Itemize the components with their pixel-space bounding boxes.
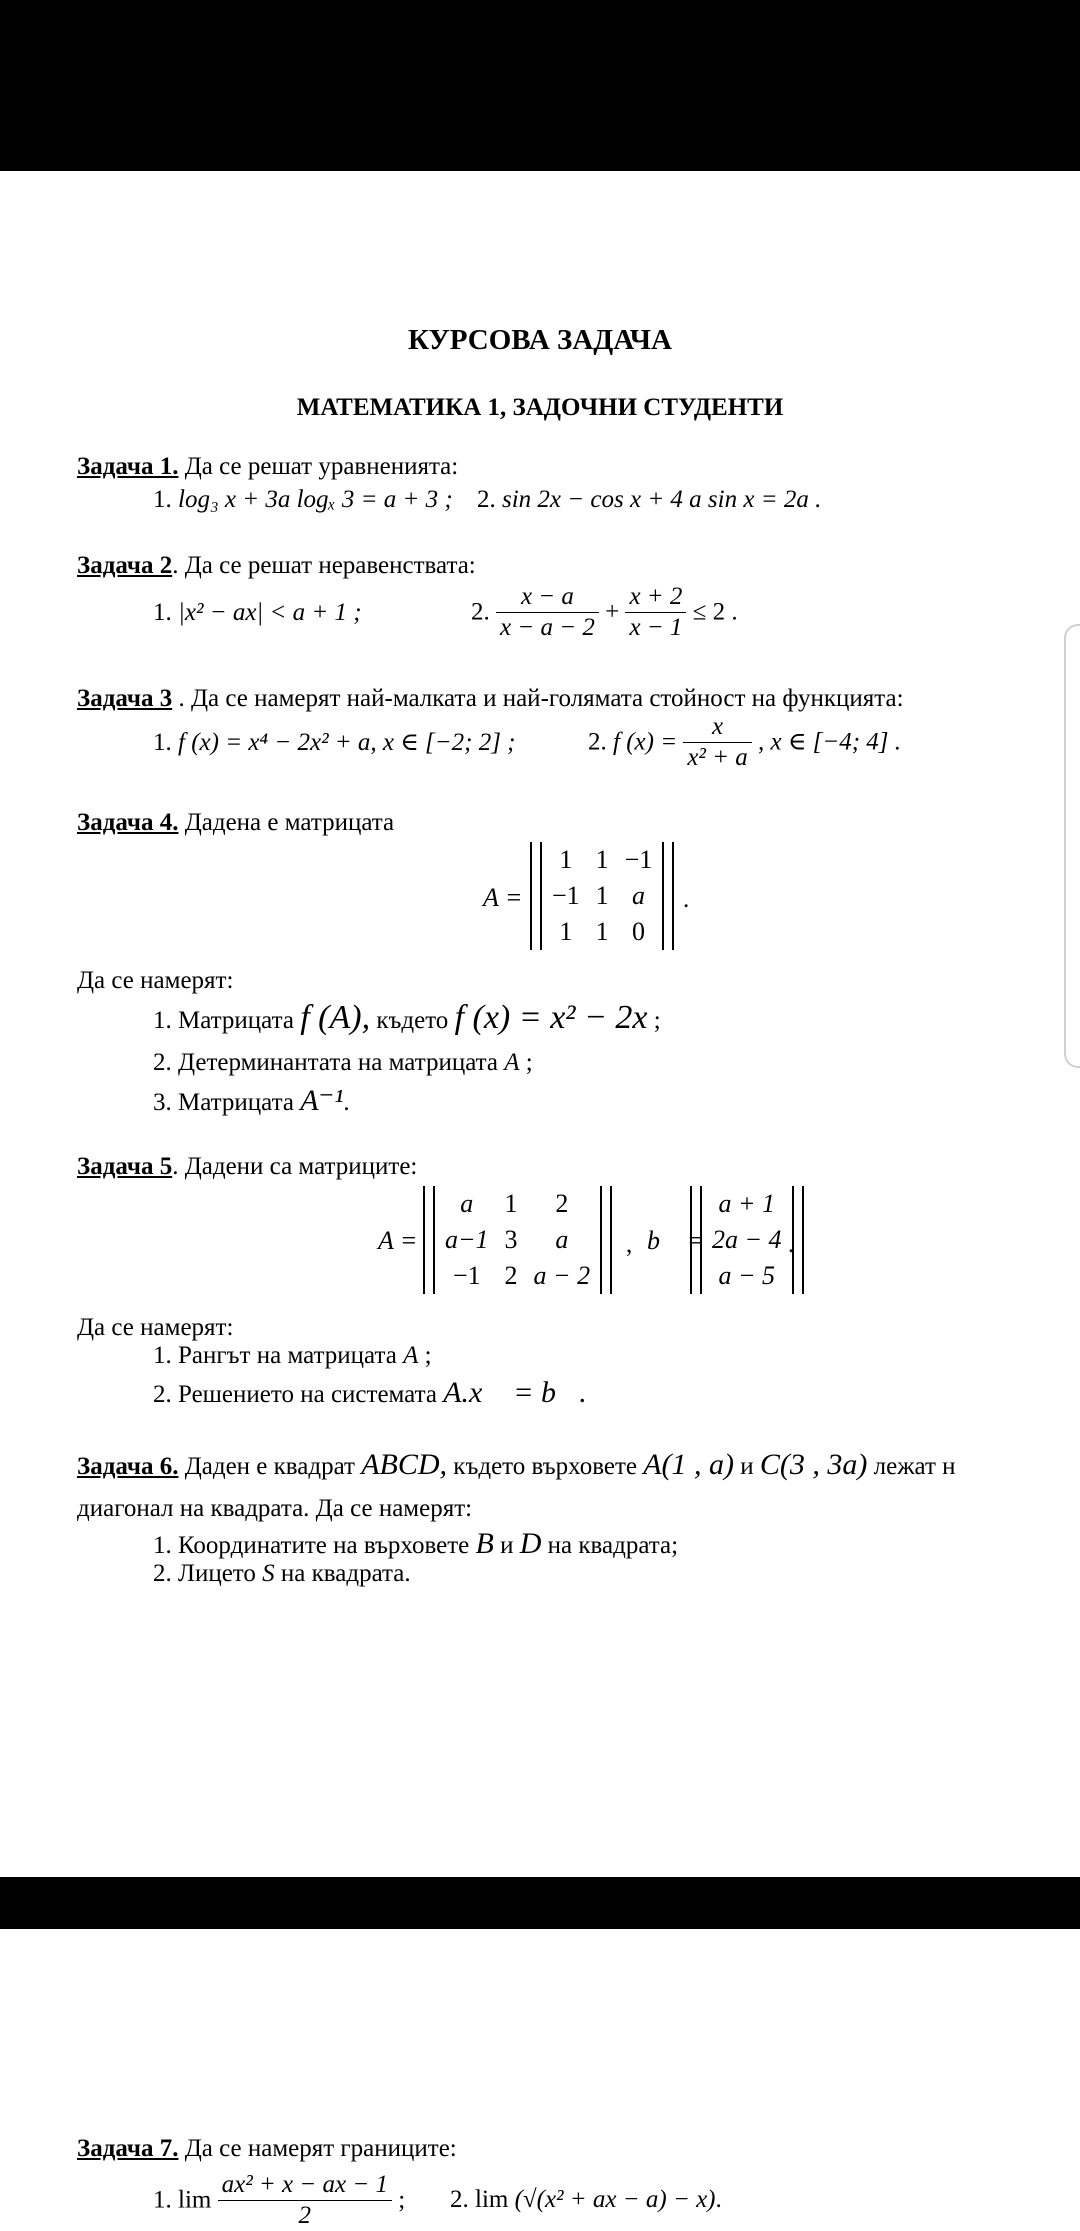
task7-l1-den: 2 xyxy=(298,2202,312,2229)
task2-fraction2 xyxy=(625,582,686,643)
task4-matrix-label: A = xyxy=(483,883,523,912)
scroll-handle[interactable] xyxy=(1064,624,1080,1068)
task5-m-cell: 2 xyxy=(504,1261,518,1290)
task7-l1-end: ; xyxy=(398,2186,406,2214)
task6-item2-end: на квадрата. xyxy=(274,1560,411,1587)
task4-m-cell: 1 xyxy=(595,845,609,874)
task4-item1-end: ; xyxy=(647,1007,661,1034)
task4-matrix-right-bar xyxy=(662,842,674,950)
task4-m-cell: 1 xyxy=(559,845,573,874)
task5-m-cell: a − 2 xyxy=(533,1261,591,1290)
task7-l1-prefix: 1. lim xyxy=(153,2186,212,2214)
task5-vector-left-bar xyxy=(690,1186,702,1294)
task6-point-a: A(1 , a) xyxy=(643,1448,735,1481)
task2-n1: 1. xyxy=(153,599,172,626)
task5-v-cell: a + 1 xyxy=(718,1189,776,1218)
task3-f2-lhs: f (x) = xyxy=(613,728,678,756)
task4-heading: Задача 4. xyxy=(77,809,179,836)
task1-heading: Задача 1. xyxy=(77,453,179,480)
task4-item2-text: 2. Детерминантата на матрицата xyxy=(153,1049,505,1076)
task4-m-cell: −1 xyxy=(552,881,580,910)
task6-item1-d: D xyxy=(519,1527,542,1560)
task5-v-cell: a − 5 xyxy=(718,1261,776,1290)
task6-item1-end: на квадрата; xyxy=(541,1532,679,1559)
task4-item1-text: 1. Матрицата xyxy=(153,1007,301,1034)
task5-item2 xyxy=(153,1378,587,1410)
task5-find: Да се намерят: xyxy=(77,1314,234,1341)
task4-item2 xyxy=(153,1048,533,1078)
task5-m-cell: a xyxy=(460,1189,474,1218)
task5-m-cell: −1 xyxy=(452,1261,481,1290)
task5-m-cell: 1 xyxy=(504,1189,518,1218)
task6-item2 xyxy=(153,1559,411,1589)
task5-matrix xyxy=(423,1186,612,1294)
task6-heading: Задача 6. xyxy=(77,1453,179,1480)
task4-m-cell: 1 xyxy=(595,917,609,946)
task6-item2-s: S xyxy=(262,1560,275,1587)
task5-matrix-left-bar xyxy=(423,1186,435,1294)
task4-item3-text: 3. Матрицата xyxy=(153,1089,301,1116)
task5-m-cell: 3 xyxy=(504,1225,518,1254)
task2-ineq2-line xyxy=(471,582,738,643)
task7-l2-expr: (√(x² + ax − a) − x) xyxy=(514,2186,716,2213)
task4-m-cell: 1 xyxy=(595,881,609,910)
task5-item2-text: 2. Решението на системата xyxy=(153,1381,444,1408)
task1-eq1-line xyxy=(153,485,453,515)
task7-line xyxy=(77,2134,457,2164)
page-separator-bar xyxy=(0,1877,1080,1929)
task6-line2: диагонал на квадрата. Да се намерят: xyxy=(77,1495,473,1522)
task5-item1-var: A xyxy=(403,1342,419,1369)
task4-m-cell: −1 xyxy=(624,845,653,874)
task6-item1-text: 1. Координатите на върховете xyxy=(153,1532,476,1559)
task2-ineq1-line xyxy=(153,598,362,628)
task5-item2-eq: A.x⃗ = b⃗. xyxy=(443,1376,587,1409)
task4-text: Дадена е матрицата xyxy=(178,809,395,836)
task5-vector-label: b⃗ = xyxy=(647,1226,705,1255)
task6-item2-text: 2. Лицето xyxy=(153,1560,263,1587)
task2-fraction1 xyxy=(496,582,599,643)
task7-l2-prefix: 2. lim xyxy=(450,2186,509,2213)
task5-item1-end: ; xyxy=(418,1342,432,1369)
task4-item1-fa: f (A), xyxy=(300,999,371,1036)
task5-vector xyxy=(690,1186,804,1294)
task2-f2-num: x + 2 xyxy=(625,582,686,613)
task4-item1-where: където xyxy=(370,1007,455,1034)
task4-item3-end: . xyxy=(343,1089,350,1116)
task5-vector-end: . xyxy=(788,1231,795,1258)
task3-n1: 1. xyxy=(153,729,172,756)
task4-matrix-end: . xyxy=(683,886,690,913)
task3-f1-line xyxy=(153,728,516,758)
task7-text: Да се намерят границите: xyxy=(178,2135,457,2162)
task6-item1-b: B xyxy=(475,1527,494,1560)
top-black-bar xyxy=(0,0,1080,171)
task6-line1 xyxy=(77,1450,956,1482)
task6-item1 xyxy=(153,1529,678,1561)
task5-sep: , xyxy=(626,1231,633,1258)
task5-item1 xyxy=(153,1341,432,1371)
task3-text: . Да се намерят най-малката и най-голямата стойност на функцията: xyxy=(172,685,904,712)
task5-matrix-label: A = xyxy=(378,1226,418,1255)
task3-f2-den: x² + a xyxy=(687,744,748,771)
task1-n2: 2. xyxy=(477,486,496,513)
task7-l2-end: . xyxy=(715,2186,722,2213)
task2-line xyxy=(77,551,476,581)
task6-abcd: ABCD, xyxy=(361,1448,448,1481)
task5-m-cell: 2 xyxy=(555,1189,569,1218)
task4-matrix xyxy=(530,842,674,950)
task2-f1-num: x − a xyxy=(496,582,599,613)
task2-heading: Задача 2 xyxy=(77,552,173,579)
task6-point-c: C(3 , 3a) xyxy=(759,1448,868,1481)
task1-eq2: sin 2x − cos x + 4 a sin x = 2a . xyxy=(502,486,822,513)
task7-l1-num: ax² + x − ax − 1 xyxy=(218,2170,392,2201)
task7-heading: Задача 7. xyxy=(77,2135,179,2162)
task6-item1-and: и xyxy=(493,1532,520,1559)
task3-f2-fraction xyxy=(683,712,751,773)
task2-rhs: ≤ 2 . xyxy=(692,598,738,626)
task5-matrix-right-bar xyxy=(600,1186,612,1294)
task3-n2: 2. xyxy=(588,728,607,756)
task3-f1: f (x) = x⁴ − 2x² + a, x ∈ [−2; 2] ; xyxy=(178,729,516,756)
task1-n1: 1. xyxy=(153,486,172,513)
task6-text-b: където върховете xyxy=(447,1453,644,1480)
task7-limit2 xyxy=(450,2185,722,2215)
task4-item2-end: ; xyxy=(519,1049,533,1076)
task1-text: Да се решат уравненията: xyxy=(178,453,459,480)
task6-text-c: лежат н xyxy=(867,1453,956,1480)
task3-f2-num: x xyxy=(683,712,751,743)
task5-text: . Дадени са матриците: xyxy=(172,1153,418,1180)
task4-matrix-left-bar xyxy=(530,842,542,950)
task4-item1 xyxy=(153,999,661,1036)
task4-find: Да се намерят: xyxy=(77,967,234,994)
task4-m-cell: 1 xyxy=(559,917,573,946)
task1-eq2-line xyxy=(477,485,821,515)
task2-n2: 2. xyxy=(471,598,490,626)
task3-heading: Задача 3 xyxy=(77,685,173,712)
task4-item3-var: A⁻¹ xyxy=(300,1084,344,1117)
task2-text: . Да се решат неравенствата: xyxy=(172,552,476,579)
task1-line xyxy=(77,452,458,482)
task5-v-cell: 2a − 4 xyxy=(712,1225,782,1254)
task2-f1-den: x − a − 2 xyxy=(500,614,595,641)
task6-and: и xyxy=(734,1453,760,1480)
page-title: КУРСОВА ЗАДАЧА xyxy=(408,324,672,356)
task4-line xyxy=(77,808,394,838)
task5-heading: Задача 5 xyxy=(77,1153,173,1180)
task3-line xyxy=(77,684,904,714)
task2-ineq1: |x² − ax| < a + 1 ; xyxy=(178,599,362,626)
task2-f2-den: x − 1 xyxy=(629,614,683,641)
task2-plus: + xyxy=(605,598,620,626)
task1-eq1: log₃ x + 3a logₓ 3 = a + 3 ; xyxy=(178,486,453,513)
task4-item3 xyxy=(153,1086,350,1118)
task3-f2-line xyxy=(588,712,901,773)
task4-item2-var: A xyxy=(504,1049,520,1076)
task5-m-cell: a xyxy=(555,1225,569,1254)
task6-text-a: Даден е квадрат xyxy=(178,1453,362,1480)
task7-l1-fraction xyxy=(218,2170,392,2231)
task4-m-cell: 0 xyxy=(632,917,645,946)
task5-m-cell: a−1 xyxy=(445,1225,489,1254)
task7-limit1 xyxy=(153,2170,405,2231)
task5-line xyxy=(77,1152,417,1182)
task4-item1-fx: f (x) = x² − 2x xyxy=(454,999,648,1036)
page-subtitle: МАТЕМАТИКА 1, ЗАДОЧНИ СТУДЕНТИ xyxy=(296,394,784,421)
task5-item1-text: 1. Рангът на матрицата xyxy=(153,1342,404,1369)
task4-m-cell: a xyxy=(632,881,645,910)
task3-f2-rhs: , x ∈ [−4; 4] . xyxy=(758,728,902,756)
